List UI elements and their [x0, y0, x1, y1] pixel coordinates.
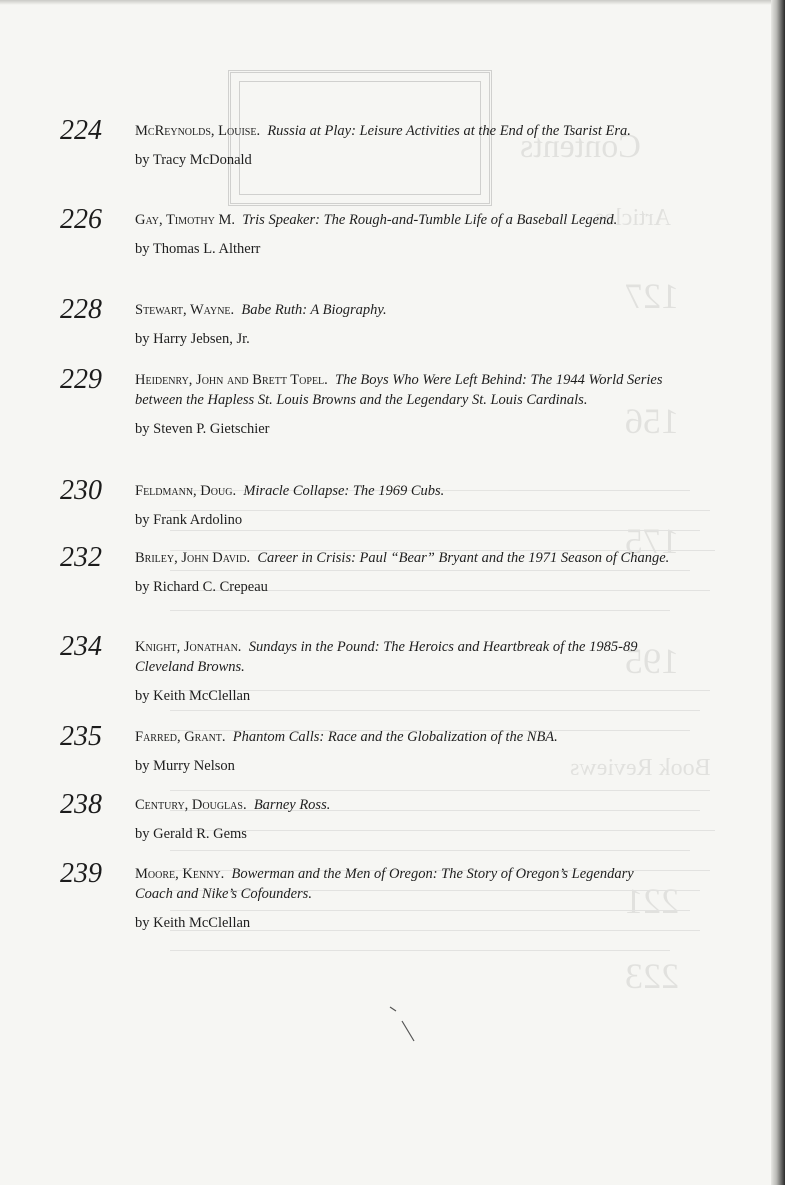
review-entry: [60, 204, 670, 259]
page-number: 238: [60, 789, 102, 820]
scan-right-edge: [771, 0, 785, 1185]
book-title: Bowerman and the Men of Oregon: The Story of Oregon’s Legendary Coach and Nike’s Cofounders.: [135, 866, 634, 902]
scan-top-edge: [0, 0, 785, 5]
book-title: Babe Ruth: A Biography.: [241, 302, 387, 318]
reviewer-name: by Murry Nelson: [135, 758, 235, 774]
review-entry: [60, 721, 670, 776]
book-author: Gay, Timothy M.: [135, 212, 235, 228]
book-author: Knight, Jonathan.: [135, 639, 242, 655]
book-title: Russia at Play: Leisure Activities at the End of the Tsarist Era.: [267, 123, 631, 139]
book-author: Heidenry, John and Brett Topel.: [135, 372, 328, 388]
review-entry: [60, 294, 670, 349]
bleed-through-background: Contents Articles 127 156 175 195 Book Reviews 221 223: [0, 0, 785, 1185]
review-entry: [60, 631, 670, 706]
reviewer-name: by Richard C. Crepeau: [135, 579, 268, 595]
book-title: Career in Crisis: Paul “Bear” Bryant and the 1971 Season of Change.: [257, 550, 670, 566]
page-number: 239: [60, 858, 102, 889]
book-title: Phantom Calls: Race and the Globalization of the NBA.: [232, 729, 558, 745]
book-author: Feldmann, Doug.: [135, 483, 237, 499]
book-title: Barney Ross.: [253, 797, 331, 813]
book-author: Stewart, Wayne.: [135, 302, 235, 318]
page-number: 232: [60, 542, 102, 573]
page-number: 235: [60, 721, 102, 752]
review-entry: [60, 115, 670, 170]
page-number: 226: [60, 204, 102, 235]
reviewer-name: by Tracy McDonald: [135, 152, 252, 168]
page-number: 224: [60, 115, 102, 146]
review-entry: [60, 364, 670, 439]
reviewer-name: by Frank Ardolino: [135, 512, 243, 528]
reviewer-name: by Gerald R. Gems: [135, 826, 247, 842]
page-number: 228: [60, 294, 102, 325]
reviewer-name: by Thomas L. Altherr: [135, 241, 261, 257]
book-author: Briley, John David.: [135, 550, 251, 566]
page-number: 229: [60, 364, 102, 395]
book-author: Moore, Kenny.: [135, 866, 225, 882]
book-title: Tris Speaker: The Rough-and-Tumble Life of a Baseball Legend.: [242, 212, 618, 228]
book-title: Sundays in the Pound: The Heroics and Heartbreak of the 1985-89 Cleveland Browns.: [135, 639, 638, 675]
review-entry: [60, 542, 670, 597]
review-entry: [60, 475, 670, 530]
reviewer-name: by Keith McClellan: [135, 688, 251, 704]
book-author: Century, Douglas.: [135, 797, 247, 813]
reviewer-name: by Steven P. Gietschier: [135, 421, 270, 437]
reviewer-name: by Keith McClellan: [135, 915, 251, 931]
reviewer-name: by Harry Jebsen, Jr.: [135, 331, 250, 347]
book-title: The Boys Who Were Left Behind: The 1944 World Series between the Hapless St. Louis Browns and the Legendary St. Louis Cardinals.: [135, 372, 663, 408]
book-author: McReynolds, Louise.: [135, 123, 261, 139]
scan-mark: [388, 1005, 418, 1045]
page-number: 230: [60, 475, 102, 506]
review-entry: [60, 789, 670, 844]
page-number: 234: [60, 631, 102, 662]
book-author: Farred, Grant.: [135, 729, 226, 745]
book-title: Miracle Collapse: The 1969 Cubs.: [243, 483, 445, 499]
review-entry: [60, 858, 670, 933]
